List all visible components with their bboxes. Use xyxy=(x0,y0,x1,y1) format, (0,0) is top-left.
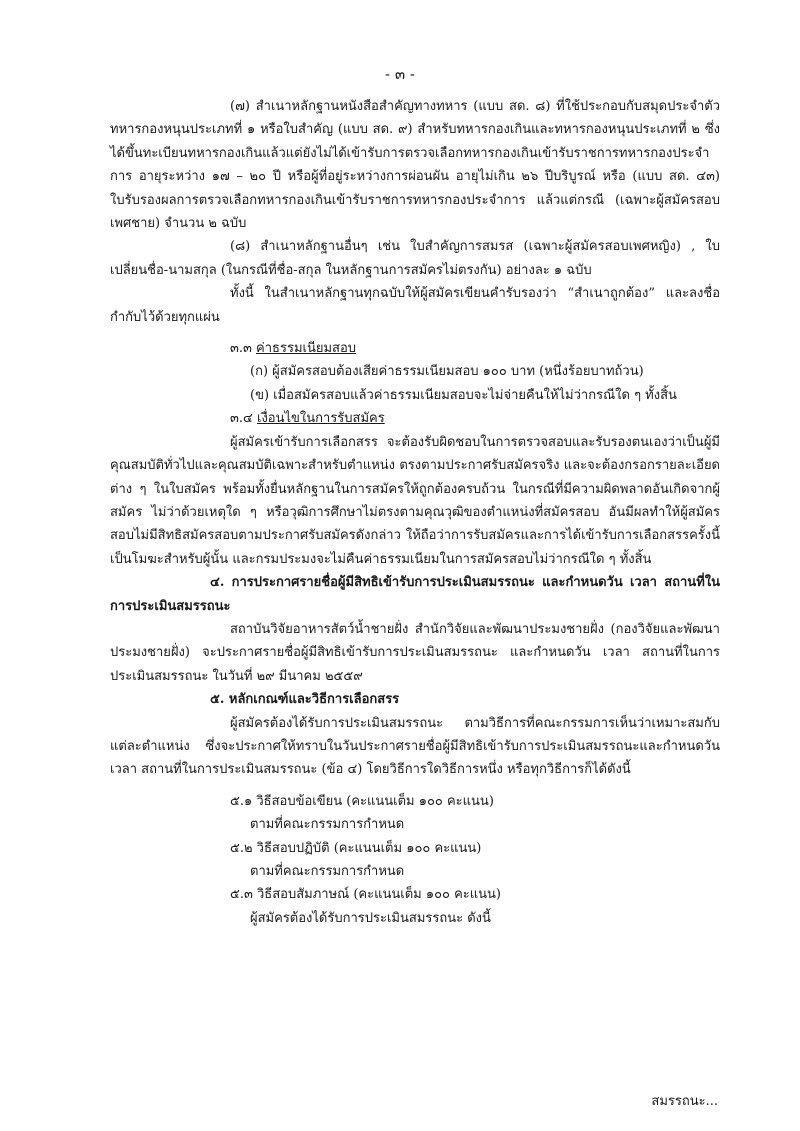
body-text xyxy=(110,95,720,930)
subheading-fee xyxy=(110,337,720,360)
subheading-conditions-number: ๓.๔ xyxy=(230,411,253,427)
heading-section-5: ๕. หลักเกณฑ์และวิธีการเลือกสรร xyxy=(210,692,400,708)
paragraph-other-doc: (๘) สำเนาหลักฐานอื่นๆ เช่น ใบสำคัญการสมรส (เฉพาะผู้สมัครสอบเพศหญิง) , ใบเปลี่ยนชื่อ-นามสกุล (ในกรณีที่ชื่อ-สกุล ในหลักฐานการสมัครไม่ตรงกัน) อย่างละ ๑ ฉบับ xyxy=(110,239,720,278)
spacer xyxy=(110,329,720,337)
subheading-conditions-label: เงื่อนไขในการรับสมัคร xyxy=(257,411,385,427)
method-written: ๕.๑ วิธีสอบข้อเขียน (คะแนนเต็ม ๑๐๐ คะแนน) xyxy=(230,793,494,809)
heading-section-4: ๔. การประกาศรายชื่อผู้มีสิทธิเข้ารับการประเมินสมรรถนะ และกำหนดวัน เวลา สถานที่ในการประเมินสมรรถนะ xyxy=(110,575,720,614)
fee-item-a: (ก) ผู้สมัครสอบต้องเสียค่าธรรมเนียมสอบ ๑๐๐ บาท (หนึ่งร้อยบาทถ้วน) xyxy=(250,364,644,380)
subheading-fee-number: ๓.๓ xyxy=(230,341,252,357)
paragraph-military-doc: (๗) สำเนาหลักฐานหนังสือสำคัญทางทหาร (แบบ สด. ๘) ที่ใช้ประกอบกับสมุดประจำตัวทหารกองหนุนประเภทที่ ๑ หรือใบสำคัญ (แบบ สด. ๙) สำหรับทหารกองเกินและทหารกองหนุนประเภทที่ ๒ ซึ่งได้ขึ้นทะเบียนทหารกองเกินแล้วแต่ยังไม่ได้เข้ารับการตรวจเลือกทหารกองเกินเข้ารับราชการทหารกองประจำการ อายุระหว่าง ๑๗ – ๒๐ ปี หรือผู้ที่อยู่ระหว่างการผ่อนผัน อายุไม่เกิน ๒๖ ปีบริบูรณ์ หรือ (แบบ สด. ๔๓) ใบรับรองผลการตรวจเลือกทหารกองเกินเข้ารับราชการทหารกองประจำการ แล้วแต่กรณี (เฉพาะผู้สมัครสอบเพศชาย) จำนวน ๒ ฉบับ xyxy=(110,99,720,232)
paragraph-announcement: สถาบันวิจัยอาหารสัตว์น้ำชายฝั่ง สำนักวิจัยและพัฒนาประมงชายฝั่ง (กองวิจัยและพัฒนาประมงชายฝั่ง) จะประกาศรายชื่อผู้มีสิทธิเข้ารับการประเมินสมรรถนะ และกำหนดวัน เวลา สถานที่ในการประเมินสมรรถนะ ในวันที่ ๒๙ มีนาคม ๒๕๕๙ xyxy=(110,621,720,684)
subheading-fee-label: ค่าธรรมเนียมสอบ xyxy=(256,341,357,357)
paragraph-copy-certify: ทั้งนี้ ในสำเนาหลักฐานทุกฉบับให้ผู้สมัครเขียนคำรับรองว่า “สำเนาถูกต้อง” และลงชื่อกำกับไว้ด้วยทุกแผ่น xyxy=(110,286,720,325)
method-practical: ๕.๒ วิธีสอบปฏิบัติ (คะแนนเต็ม ๑๐๐ คะแนน) xyxy=(230,840,482,856)
continuation-marker: สมรรถนะ... xyxy=(651,1094,718,1109)
paragraph-conditions: ผู้สมัครเข้ารับการเลือกสรร จะต้องรับผิดชอบในการตรวจสอบและรับรองตนเองว่าเป็นผู้มีคุณสมบัติทั่วไปและคุณสมบัติเฉพาะสำหรับตำแหน่ง ตรงตามประกาศรับสมัครจริง และจะต้องกรอกรายละเอียดต่าง ๆ ในใบสมัคร พร้อมทั้งยื่นหลักฐานในการสมัครให้ถูกต้องครบถ้วน ในกรณีที่มีความผิดพลาดอันเกิดจากผู้สมัคร ไม่ว่าด้วยเหตุใด ๆ หรือวุฒิการศึกษาไม่ตรงตามคุณวุฒิของตำแหน่งที่สมัครสอบ อันมีผลทำให้ผู้สมัครสอบไม่มีสิทธิสมัครสอบตามประกาศรับสมัครดังกล่าว ให้ถือว่าการรับสมัครและการได้เข้ารับการเลือกสรรครั้งนี้เป็นโมฆะสำหรับผู้นั้น และกรมประมงจะไม่คืนค่าธรรมเนียมในการสมัครสอบไม่ว่ากรณีใด ๆ ทั้งสิ้น xyxy=(110,434,720,567)
method-written-detail: ตามที่คณะกรรมการกำหนด xyxy=(250,817,405,833)
paragraph-selection: ผู้สมัครต้องได้รับการประเมินสมรรถนะ ตามวิธีการที่คณะกรรมการเห็นว่าเหมาะสมกับแต่ละตำแหน่ง ซึ่งจะประกาศให้ทราบในวันประกาศรายชื่อผู้มีสิทธิเข้ารับการประเมินสมรรถนะและกำหนดวัน เวลา สถานที่ในการประเมินสมรรถนะ (ข้อ ๔) โดยวิธีการใดวิธีการหนึ่ง หรือทุกวิธีการก็ได้ดังนี้ xyxy=(110,715,720,778)
subheading-conditions xyxy=(110,407,720,430)
page-number: - ๓ - xyxy=(385,65,415,83)
fee-item-b: (ข) เมื่อสมัครสอบแล้วค่าธรรมเนียมสอบจะไม่จ่ายคืนให้ไม่ว่ากรณีใด ๆ ทั้งสิ้น xyxy=(250,387,677,403)
spacer xyxy=(110,782,720,790)
method-interview: ๕.๓ วิธีสอบสัมภาษณ์ (คะแนนเต็ม ๑๐๐ คะแนน) xyxy=(230,887,502,903)
method-practical-detail: ตามที่คณะกรรมการกำหนด xyxy=(250,864,405,879)
method-interview-detail: ผู้สมัครต้องได้รับการประเมินสมรรถนะ ดังนี้ xyxy=(250,910,491,926)
